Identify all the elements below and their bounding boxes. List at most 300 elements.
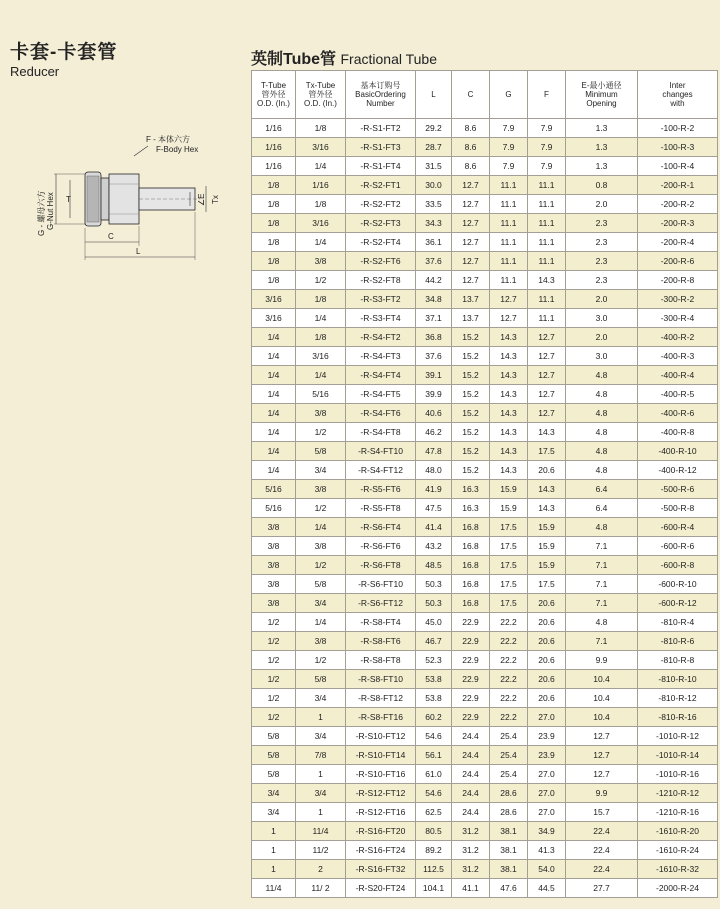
header-t-tube-od: T-Tube 管外径 O.D. (In.) [252,71,296,119]
cell-tx-tube-od: 1/4 [296,518,346,537]
cell-f: 20.6 [528,651,566,670]
cell-e-min-opening: 22.4 [566,841,638,860]
cell-c: 31.2 [452,841,490,860]
cell-f: 11.1 [528,233,566,252]
cell-basic-ordering-number: -R-S2-FT8 [346,271,416,290]
cell-t-tube-od: 3/4 [252,784,296,803]
cell-interchanges-with: -100-R-3 [638,138,718,157]
cell-t-tube-od: 1/4 [252,347,296,366]
cell-interchanges-with: -200-R-6 [638,252,718,271]
cell-l: 29.2 [416,119,452,138]
table-row [252,860,718,879]
table-row [252,176,718,195]
label-c: C [108,232,114,241]
cell-tx-tube-od: 11/2 [296,841,346,860]
cell-l: 30.0 [416,176,452,195]
cell-f: 14.3 [528,499,566,518]
cell-f: 14.3 [528,480,566,499]
cell-t-tube-od: 1/4 [252,385,296,404]
cell-g: 11.1 [490,271,528,290]
cell-e-min-opening: 6.4 [566,499,638,518]
table-row [252,404,718,423]
cell-basic-ordering-number: -R-S8-FT10 [346,670,416,689]
cell-g: 17.5 [490,556,528,575]
cell-g: 11.1 [490,176,528,195]
cell-l: 34.3 [416,214,452,233]
cell-t-tube-od: 1/8 [252,214,296,233]
cell-tx-tube-od: 2 [296,860,346,879]
cell-basic-ordering-number: -R-S5-FT6 [346,480,416,499]
cell-g: 11.1 [490,252,528,271]
cell-tx-tube-od: 3/8 [296,252,346,271]
cell-c: 16.3 [452,499,490,518]
cell-t-tube-od: 3/8 [252,518,296,537]
cell-g: 25.4 [490,746,528,765]
cell-interchanges-with: -1010-R-12 [638,727,718,746]
cell-c: 24.4 [452,746,490,765]
cell-interchanges-with: -200-R-2 [638,195,718,214]
cell-basic-ordering-number: -R-S4-FT8 [346,423,416,442]
cell-tx-tube-od: 5/16 [296,385,346,404]
cell-f: 12.7 [528,366,566,385]
cell-c: 15.2 [452,442,490,461]
cell-c: 16.3 [452,480,490,499]
cell-c: 12.7 [452,176,490,195]
cell-c: 15.2 [452,328,490,347]
cell-g: 14.3 [490,347,528,366]
cell-l: 37.1 [416,309,452,328]
cell-t-tube-od: 3/16 [252,290,296,309]
cell-l: 40.6 [416,404,452,423]
cell-g: 11.1 [490,214,528,233]
cell-tx-tube-od: 1/4 [296,366,346,385]
label-g-group [36,191,55,236]
cell-t-tube-od: 5/8 [252,727,296,746]
cell-c: 12.7 [452,214,490,233]
cell-l: 80.5 [416,822,452,841]
cell-t-tube-od: 3/8 [252,594,296,613]
table-row [252,575,718,594]
cell-f: 20.6 [528,632,566,651]
cell-tx-tube-od: 1/8 [296,195,346,214]
cell-basic-ordering-number: -R-S6-FT8 [346,556,416,575]
header-interchanges-with: Inter changes with [638,71,718,119]
cell-interchanges-with: -1610-R-32 [638,860,718,879]
cell-tx-tube-od: 1/16 [296,176,346,195]
cell-f: 11.1 [528,195,566,214]
cell-c: 22.9 [452,670,490,689]
cell-f: 27.0 [528,803,566,822]
cell-basic-ordering-number: -R-S2-FT4 [346,233,416,252]
table-row [252,594,718,613]
left-title-block [10,42,117,80]
cell-f: 20.6 [528,594,566,613]
cell-tx-tube-od: 1/2 [296,499,346,518]
cell-f: 7.9 [528,138,566,157]
cell-f: 12.7 [528,347,566,366]
cell-tx-tube-od: 1 [296,803,346,822]
cell-c: 31.2 [452,822,490,841]
cell-f: 7.9 [528,119,566,138]
cell-l: 60.2 [416,708,452,727]
table-row [252,841,718,860]
cell-c: 12.7 [452,233,490,252]
cell-basic-ordering-number: -R-S10-FT14 [346,746,416,765]
cell-t-tube-od: 1/4 [252,404,296,423]
cell-basic-ordering-number: -R-S12-FT12 [346,784,416,803]
cell-interchanges-with: -810-R-8 [638,651,718,670]
cell-l: 62.5 [416,803,452,822]
cell-t-tube-od: 5/8 [252,765,296,784]
cell-g: 12.7 [490,309,528,328]
cell-interchanges-with: -400-R-12 [638,461,718,480]
cell-g: 14.3 [490,404,528,423]
cell-tx-tube-od: 3/4 [296,727,346,746]
cell-basic-ordering-number: -R-S4-FT12 [346,461,416,480]
cell-basic-ordering-number: -R-S1-FT2 [346,119,416,138]
cell-t-tube-od: 5/16 [252,499,296,518]
label-g-en: G-Nut Hex [46,192,55,230]
cell-l: 31.5 [416,157,452,176]
cell-c: 13.7 [452,309,490,328]
cell-l: 37.6 [416,252,452,271]
table-row [252,195,718,214]
cell-e-min-opening: 1.3 [566,119,638,138]
cell-interchanges-with: -600-R-4 [638,518,718,537]
cell-e-min-opening: 9.9 [566,784,638,803]
cell-interchanges-with: -400-R-3 [638,347,718,366]
cell-tx-tube-od: 7/8 [296,746,346,765]
cell-e-min-opening: 2.3 [566,271,638,290]
table-row [252,252,718,271]
table-row [252,708,718,727]
cell-basic-ordering-number: -R-S16-FT20 [346,822,416,841]
cell-c: 41.1 [452,879,490,898]
cell-tx-tube-od: 3/8 [296,404,346,423]
cell-e-min-opening: 1.3 [566,157,638,176]
cell-basic-ordering-number: -R-S6-FT12 [346,594,416,613]
table-row [252,803,718,822]
cell-e-min-opening: 12.7 [566,765,638,784]
cell-f: 54.0 [528,860,566,879]
cell-f: 27.0 [528,708,566,727]
cell-tx-tube-od: 5/8 [296,670,346,689]
cell-l: 48.5 [416,556,452,575]
cell-t-tube-od: 1/8 [252,176,296,195]
ferrule [101,178,109,220]
table-row [252,499,718,518]
cell-t-tube-od: 1/8 [252,271,296,290]
cell-g: 14.3 [490,442,528,461]
cell-c: 22.9 [452,708,490,727]
table-row [252,309,718,328]
cell-basic-ordering-number: -R-S4-FT10 [346,442,416,461]
cell-tx-tube-od: 3/4 [296,784,346,803]
cell-e-min-opening: 7.1 [566,575,638,594]
cell-c: 22.9 [452,689,490,708]
cell-f: 14.3 [528,423,566,442]
cell-basic-ordering-number: -R-S8-FT16 [346,708,416,727]
cell-g: 17.5 [490,575,528,594]
cell-l: 54.6 [416,784,452,803]
cell-basic-ordering-number: -R-S8-FT4 [346,613,416,632]
cell-f: 20.6 [528,613,566,632]
cell-t-tube-od: 3/8 [252,537,296,556]
table-header-row [252,71,718,119]
table-row [252,670,718,689]
table-row [252,423,718,442]
cell-f: 27.0 [528,784,566,803]
table-title [251,46,437,69]
cell-interchanges-with: -400-R-5 [638,385,718,404]
table-row [252,689,718,708]
table-row [252,271,718,290]
cell-g: 38.1 [490,822,528,841]
cell-interchanges-with: -1210-R-16 [638,803,718,822]
cell-interchanges-with: -400-R-2 [638,328,718,347]
cell-l: 46.2 [416,423,452,442]
label-t: T [66,195,71,204]
label-l: L [136,247,141,256]
cell-l: 41.4 [416,518,452,537]
cell-tx-tube-od: 1/4 [296,157,346,176]
table-row [252,746,718,765]
cell-basic-ordering-number: -R-S8-FT12 [346,689,416,708]
cell-e-min-opening: 27.7 [566,879,638,898]
cell-interchanges-with: -600-R-10 [638,575,718,594]
cell-tx-tube-od: 1/2 [296,556,346,575]
cell-tx-tube-od: 1/4 [296,613,346,632]
table-body [252,119,718,898]
cell-g: 22.2 [490,613,528,632]
cell-tx-tube-od: 1/8 [296,290,346,309]
cell-e-min-opening: 10.4 [566,670,638,689]
cell-l: 45.0 [416,613,452,632]
cell-l: 33.5 [416,195,452,214]
table-row [252,233,718,252]
cell-f: 20.6 [528,670,566,689]
cell-l: 46.7 [416,632,452,651]
cell-c: 12.7 [452,271,490,290]
nut-inner [87,176,99,222]
cell-f: 14.3 [528,271,566,290]
cell-l: 47.5 [416,499,452,518]
cell-c: 15.2 [452,404,490,423]
cell-l: 56.1 [416,746,452,765]
cell-c: 8.6 [452,157,490,176]
cell-interchanges-with: -1610-R-20 [638,822,718,841]
cell-c: 22.9 [452,613,490,632]
cell-tx-tube-od: 1/8 [296,328,346,347]
cell-tx-tube-od: 1/8 [296,119,346,138]
table-row [252,651,718,670]
cell-f: 11.1 [528,252,566,271]
table-row [252,442,718,461]
cell-c: 15.2 [452,423,490,442]
cell-e-min-opening: 12.7 [566,727,638,746]
cell-tx-tube-od: 11/4 [296,822,346,841]
cell-g: 25.4 [490,765,528,784]
cell-interchanges-with: -200-R-8 [638,271,718,290]
cell-interchanges-with: -300-R-4 [638,309,718,328]
cell-f: 11.1 [528,176,566,195]
cell-interchanges-with: -200-R-4 [638,233,718,252]
cell-g: 14.3 [490,328,528,347]
cell-interchanges-with: -100-R-4 [638,157,718,176]
cell-f: 15.9 [528,556,566,575]
cell-basic-ordering-number: -R-S8-FT8 [346,651,416,670]
table-row [252,879,718,898]
cell-tx-tube-od: 1/2 [296,423,346,442]
cell-l: 50.3 [416,594,452,613]
cell-f: 7.9 [528,157,566,176]
cell-l: 112.5 [416,860,452,879]
table-row [252,119,718,138]
cell-e-min-opening: 4.8 [566,518,638,537]
table-title-en: Fractional Tube [340,51,437,67]
label-e: ∠E [197,193,206,206]
cell-g: 22.2 [490,670,528,689]
cell-l: 37.6 [416,347,452,366]
table-row [252,765,718,784]
cell-f: 17.5 [528,442,566,461]
cell-f: 12.7 [528,404,566,423]
cell-g: 7.9 [490,119,528,138]
cell-e-min-opening: 9.9 [566,651,638,670]
cell-interchanges-with: -600-R-6 [638,537,718,556]
cell-basic-ordering-number: -R-S16-FT24 [346,841,416,860]
label-g-zh: G - 螺母六方 [37,190,46,236]
cell-t-tube-od: 1/8 [252,233,296,252]
cell-g: 17.5 [490,594,528,613]
cell-l: 53.8 [416,689,452,708]
cell-t-tube-od: 1/2 [252,689,296,708]
cell-e-min-opening: 2.0 [566,195,638,214]
cell-c: 22.9 [452,632,490,651]
cell-basic-ordering-number: -R-S6-FT4 [346,518,416,537]
cell-interchanges-with: -810-R-12 [638,689,718,708]
cell-tx-tube-od: 3/4 [296,461,346,480]
cell-e-min-opening: 4.8 [566,442,638,461]
cell-c: 16.8 [452,518,490,537]
cell-interchanges-with: -400-R-8 [638,423,718,442]
cell-e-min-opening: 7.1 [566,556,638,575]
cell-tx-tube-od: 3/8 [296,632,346,651]
cell-e-min-opening: 7.1 [566,632,638,651]
cell-f: 34.9 [528,822,566,841]
cell-e-min-opening: 22.4 [566,822,638,841]
cell-l: 34.8 [416,290,452,309]
cell-basic-ordering-number: -R-S16-FT32 [346,860,416,879]
cell-interchanges-with: -500-R-8 [638,499,718,518]
cell-g: 14.3 [490,366,528,385]
cell-basic-ordering-number: -R-S3-FT4 [346,309,416,328]
table-row [252,290,718,309]
product-title-en: Reducer [10,64,60,79]
cell-t-tube-od: 1/4 [252,328,296,347]
cell-interchanges-with: -1010-R-16 [638,765,718,784]
cell-tx-tube-od: 1/4 [296,309,346,328]
table-row [252,518,718,537]
cell-t-tube-od: 1/4 [252,442,296,461]
cell-l: 36.1 [416,233,452,252]
table-row [252,328,718,347]
cell-g: 11.1 [490,233,528,252]
cell-t-tube-od: 5/8 [252,746,296,765]
cell-c: 24.4 [452,765,490,784]
label-e-group [197,193,206,206]
cell-e-min-opening: 2.0 [566,290,638,309]
cell-t-tube-od: 1/16 [252,119,296,138]
cell-e-min-opening: 6.4 [566,480,638,499]
cell-f: 44.5 [528,879,566,898]
cell-e-min-opening: 2.3 [566,214,638,233]
table-row [252,347,718,366]
header-l: L [416,71,452,119]
cell-t-tube-od: 1/16 [252,157,296,176]
cell-t-tube-od: 1/2 [252,708,296,727]
cell-basic-ordering-number: -R-S4-FT6 [346,404,416,423]
cell-g: 47.6 [490,879,528,898]
cell-basic-ordering-number: -R-S3-FT2 [346,290,416,309]
cell-f: 11.1 [528,290,566,309]
cell-t-tube-od: 1/2 [252,613,296,632]
header-c: C [452,71,490,119]
cell-g: 14.3 [490,385,528,404]
cell-t-tube-od: 3/4 [252,803,296,822]
cell-c: 12.7 [452,252,490,271]
cell-tx-tube-od: 1 [296,708,346,727]
cell-basic-ordering-number: -R-S8-FT6 [346,632,416,651]
cell-g: 38.1 [490,841,528,860]
cell-f: 12.7 [528,385,566,404]
cell-c: 24.4 [452,784,490,803]
cell-tx-tube-od: 5/8 [296,442,346,461]
cell-g: 12.7 [490,290,528,309]
cell-l: 104.1 [416,879,452,898]
cell-f: 12.7 [528,328,566,347]
cell-t-tube-od: 3/8 [252,575,296,594]
cell-l: 41.9 [416,480,452,499]
cell-g: 14.3 [490,423,528,442]
table-row [252,784,718,803]
cell-l: 39.9 [416,385,452,404]
cell-e-min-opening: 0.8 [566,176,638,195]
cell-g: 11.1 [490,195,528,214]
header-f: F [528,71,566,119]
cell-g: 28.6 [490,784,528,803]
cell-basic-ordering-number: -R-S6-FT6 [346,537,416,556]
table-row [252,214,718,233]
cell-e-min-opening: 12.7 [566,746,638,765]
cell-e-min-opening: 10.4 [566,708,638,727]
cell-tx-tube-od: 1/2 [296,651,346,670]
cell-t-tube-od: 1/8 [252,252,296,271]
cell-tx-tube-od: 3/16 [296,347,346,366]
cell-basic-ordering-number: -R-S2-FT6 [346,252,416,271]
cell-interchanges-with: -2000-R-24 [638,879,718,898]
cell-e-min-opening: 3.0 [566,347,638,366]
cell-e-min-opening: 10.4 [566,689,638,708]
cell-interchanges-with: -500-R-6 [638,480,718,499]
cell-t-tube-od: 1/16 [252,138,296,157]
table-row [252,480,718,499]
cell-c: 31.2 [452,860,490,879]
cell-t-tube-od: 1/2 [252,651,296,670]
cell-l: 43.2 [416,537,452,556]
cell-l: 47.8 [416,442,452,461]
cell-c: 24.4 [452,727,490,746]
